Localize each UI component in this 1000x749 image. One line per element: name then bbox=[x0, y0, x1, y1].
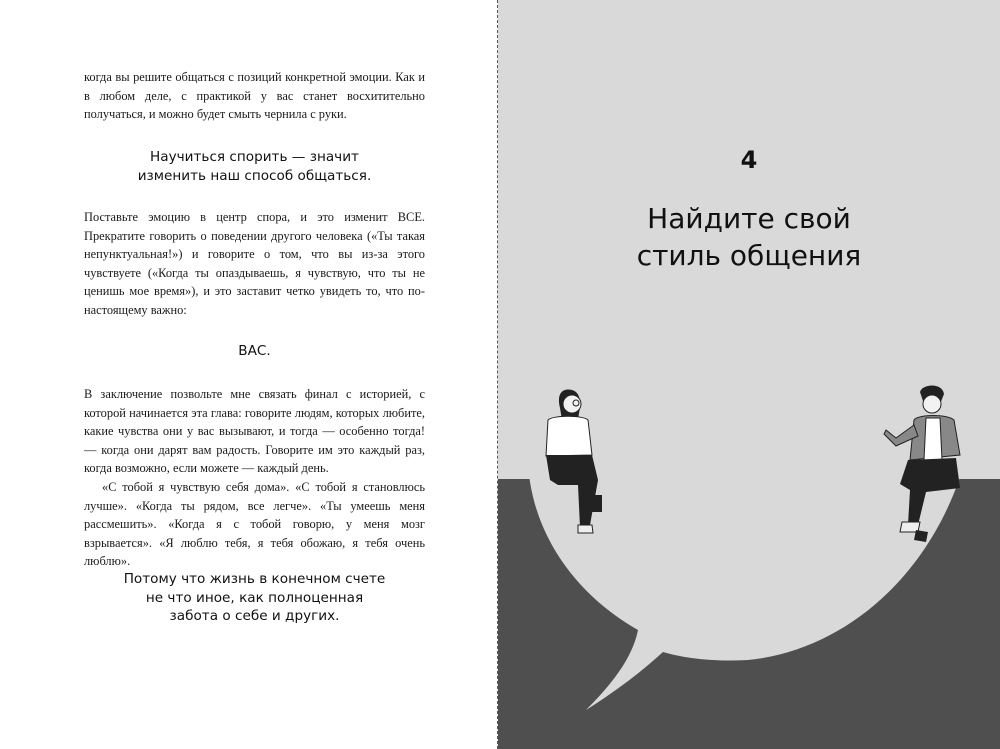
chapter-number: 4 bbox=[740, 146, 758, 174]
pull-quote-1 bbox=[84, 148, 425, 185]
paragraph-conclusion bbox=[84, 385, 425, 571]
left-page bbox=[0, 0, 498, 749]
center-word-text: ВАС. bbox=[238, 343, 271, 359]
chapter-illustration bbox=[498, 0, 1000, 749]
paragraph-emotion-text: Поставьте эмоцию в центр спора, и это изменит ВСЕ. Прекратите говорить о поведении другого человека («Ты такая непунктуальная!») и говорите о том, что вы из-за этого чувствуете («Когда ты опаздываешь, я чувствую, что ты не ценишь мое время»), и это заставит четко увидеть то, что по-настоящему важно: bbox=[84, 210, 425, 317]
paragraph-conclusion-text: В заключение позвольте мне связать финал с историей, с которой начинается эта глава: говорите людям, которых любите, какие чувства они у вас вызывают, и тогда — особенно тогда! — когда они дарят вам радость. Говорите им это каждый раз, когда возможно, если можете — каждый день. bbox=[84, 387, 425, 476]
pull-quote-1-line1: Научиться спорить — значит bbox=[150, 149, 359, 165]
chapter-title bbox=[498, 200, 1000, 274]
pull-quote-2-line1: Потому что жизнь в конечном счете bbox=[123, 571, 386, 587]
pull-quote-2 bbox=[84, 570, 425, 626]
paragraph-quotes-text: «С тобой я чувствую себя дома». «С тобой я становлюсь лучше». «Когда ты рядом, все легче». «Ты умеешь меня рассмешить». «Когда я с тобой говорю, у меня мозг взрывается». «Я люблю тебя, я тебя обожаю, я тебя очень люблю». bbox=[84, 479, 425, 569]
paragraph-intro-text: когда вы решите общаться с позиций конкретной эмоции. Как и в любом деле, с практикой у вас станет восхитительно получаться, и можно будет смыть чернила с руки. bbox=[84, 70, 425, 122]
paragraph-intro bbox=[84, 68, 425, 124]
right-page bbox=[498, 0, 1000, 749]
center-word bbox=[84, 342, 425, 361]
paragraph-emotion bbox=[84, 208, 425, 320]
chapter-title-line2: стиль общения bbox=[636, 239, 862, 272]
pull-quote-1-line2: изменить наш способ общаться. bbox=[137, 167, 372, 184]
chapter-title-line1: Найдите свой bbox=[647, 202, 851, 235]
pull-quote-2-line2: не что иное, как полноценная bbox=[145, 589, 364, 606]
pull-quote-2-line3: забота о себе и других. bbox=[169, 608, 340, 624]
